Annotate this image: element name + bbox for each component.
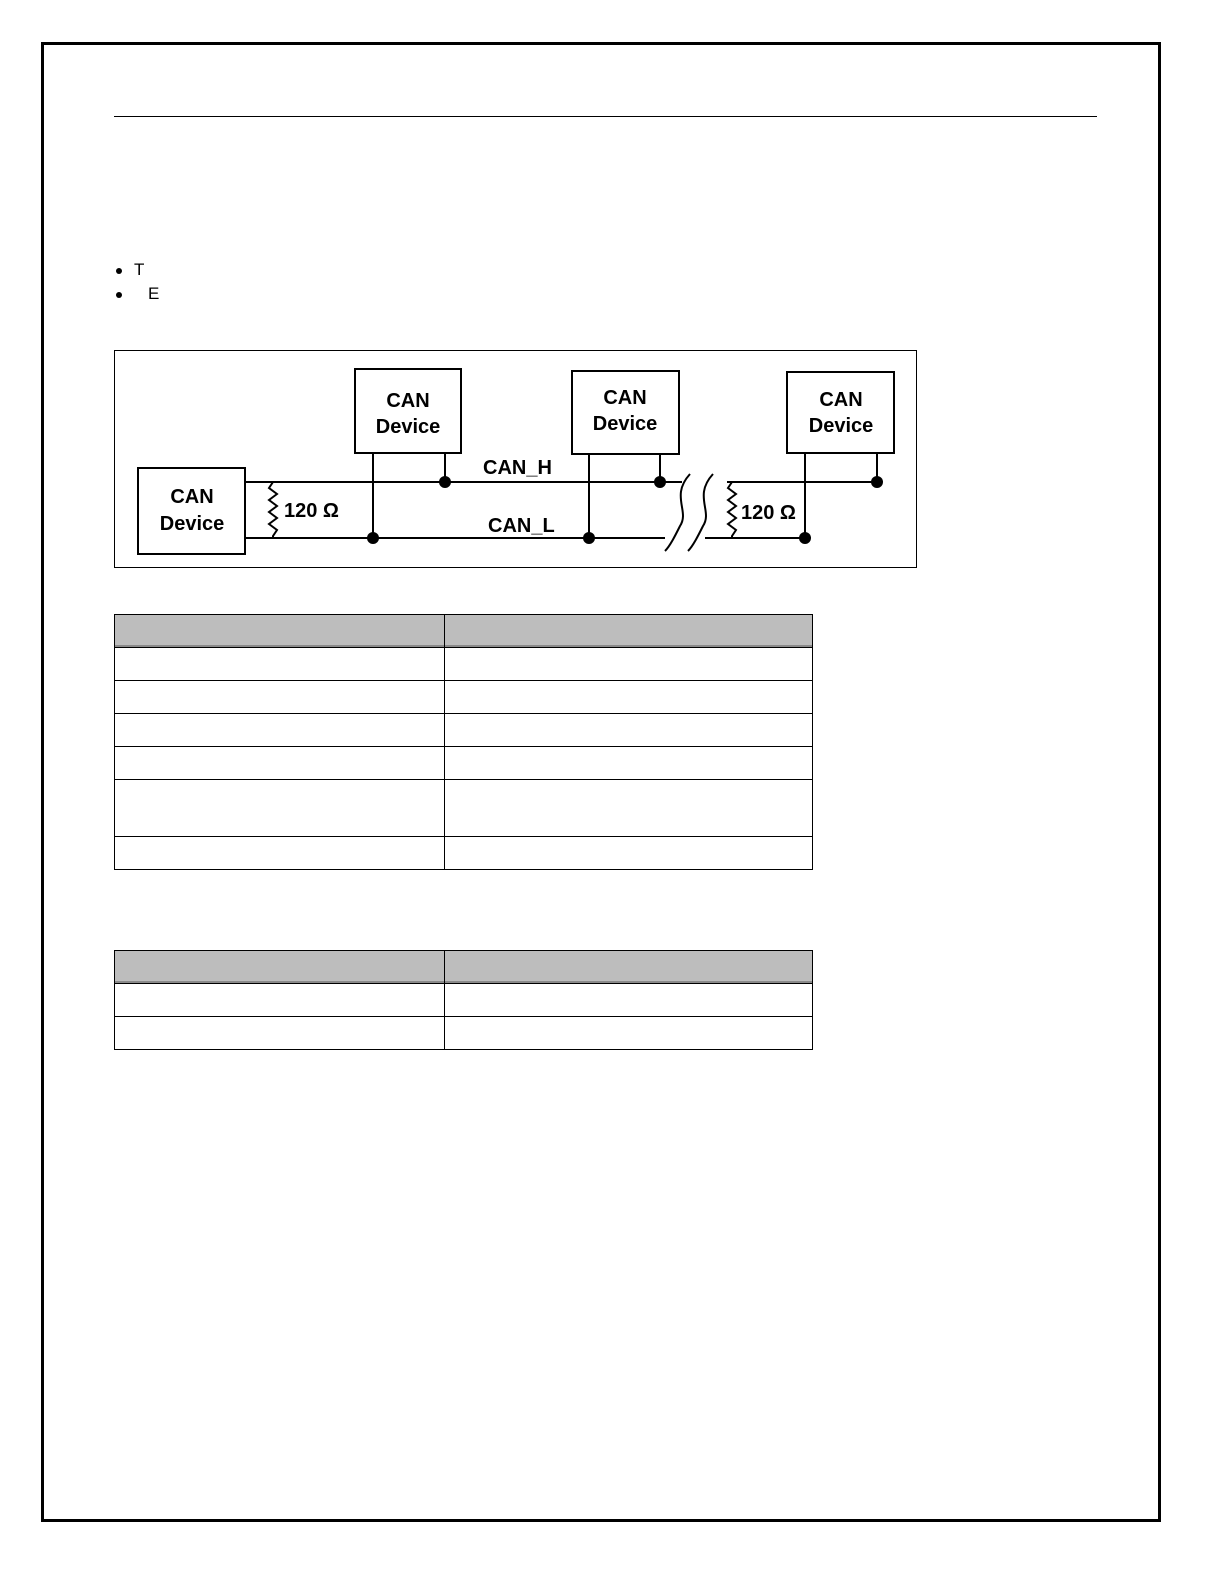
table-cell [445,648,813,681]
table-cell [115,747,445,780]
spec-table-1 [114,614,813,870]
can-bus-diagram-svg [115,351,915,566]
table-cell [445,747,813,780]
table-cell [115,681,445,714]
header-rule [114,116,1097,117]
device-label-2-line1: CAN [603,387,647,409]
device-label-3-line2: Device [808,415,874,437]
junction-dot [367,532,379,544]
table-cell [445,837,813,870]
junction-dot [583,532,595,544]
spec-table-2 [114,950,813,1050]
bullet-item [112,282,159,306]
can-h-label: CAN_H [483,457,552,479]
table-row [115,984,813,1017]
device-box-left [138,468,245,554]
device-label-1-line2: Device [375,416,441,438]
table-row [115,648,813,681]
table-row [115,1017,813,1050]
table-row [115,681,813,714]
can-l-label: CAN_L [488,515,555,537]
table-header-cell [115,951,445,984]
can-bus-diagram [114,350,917,568]
table-cell [115,714,445,747]
junction-dot [439,476,451,488]
bullet-dot-icon [116,292,122,298]
cable-break-right-icon [688,474,713,551]
device-label-left-line2: Device [159,513,225,535]
bullet-text: T [134,260,145,279]
resistor-right-icon [728,482,736,538]
table-row [115,780,813,837]
device-label-3-line1: CAN [819,389,863,411]
table-cell [115,780,445,837]
bullet-text: E [148,284,160,303]
table-header-row [115,951,813,984]
junction-dot [654,476,666,488]
table-cell [445,780,813,837]
bullet-list [112,258,159,306]
device-label-left-line1: CAN [170,486,214,508]
table-row [115,837,813,870]
table-cell [445,681,813,714]
table-cell [115,1017,445,1050]
terminator-left-label: 120 Ω [284,500,339,522]
table-header-cell [115,615,445,648]
table-cell [445,984,813,1017]
table-header-row [115,615,813,648]
table-cell [115,648,445,681]
bullet-item [112,258,159,282]
device-label-1-line1: CAN [386,390,430,412]
table-cell [115,837,445,870]
junction-dot [871,476,883,488]
table-cell [445,1017,813,1050]
table-cell [445,714,813,747]
cable-break-left-icon [665,474,690,551]
table-row [115,714,813,747]
table-cell [115,984,445,1017]
bullet-dot-icon [116,268,122,274]
table-header-cell [445,615,813,648]
resistor-left-icon [269,482,277,538]
table-header-cell [445,951,813,984]
terminator-right-label: 120 Ω [741,502,796,524]
junction-dot [799,532,811,544]
table-row [115,747,813,780]
device-box-3 [787,372,894,453]
device-label-2-line2: Device [592,413,658,435]
